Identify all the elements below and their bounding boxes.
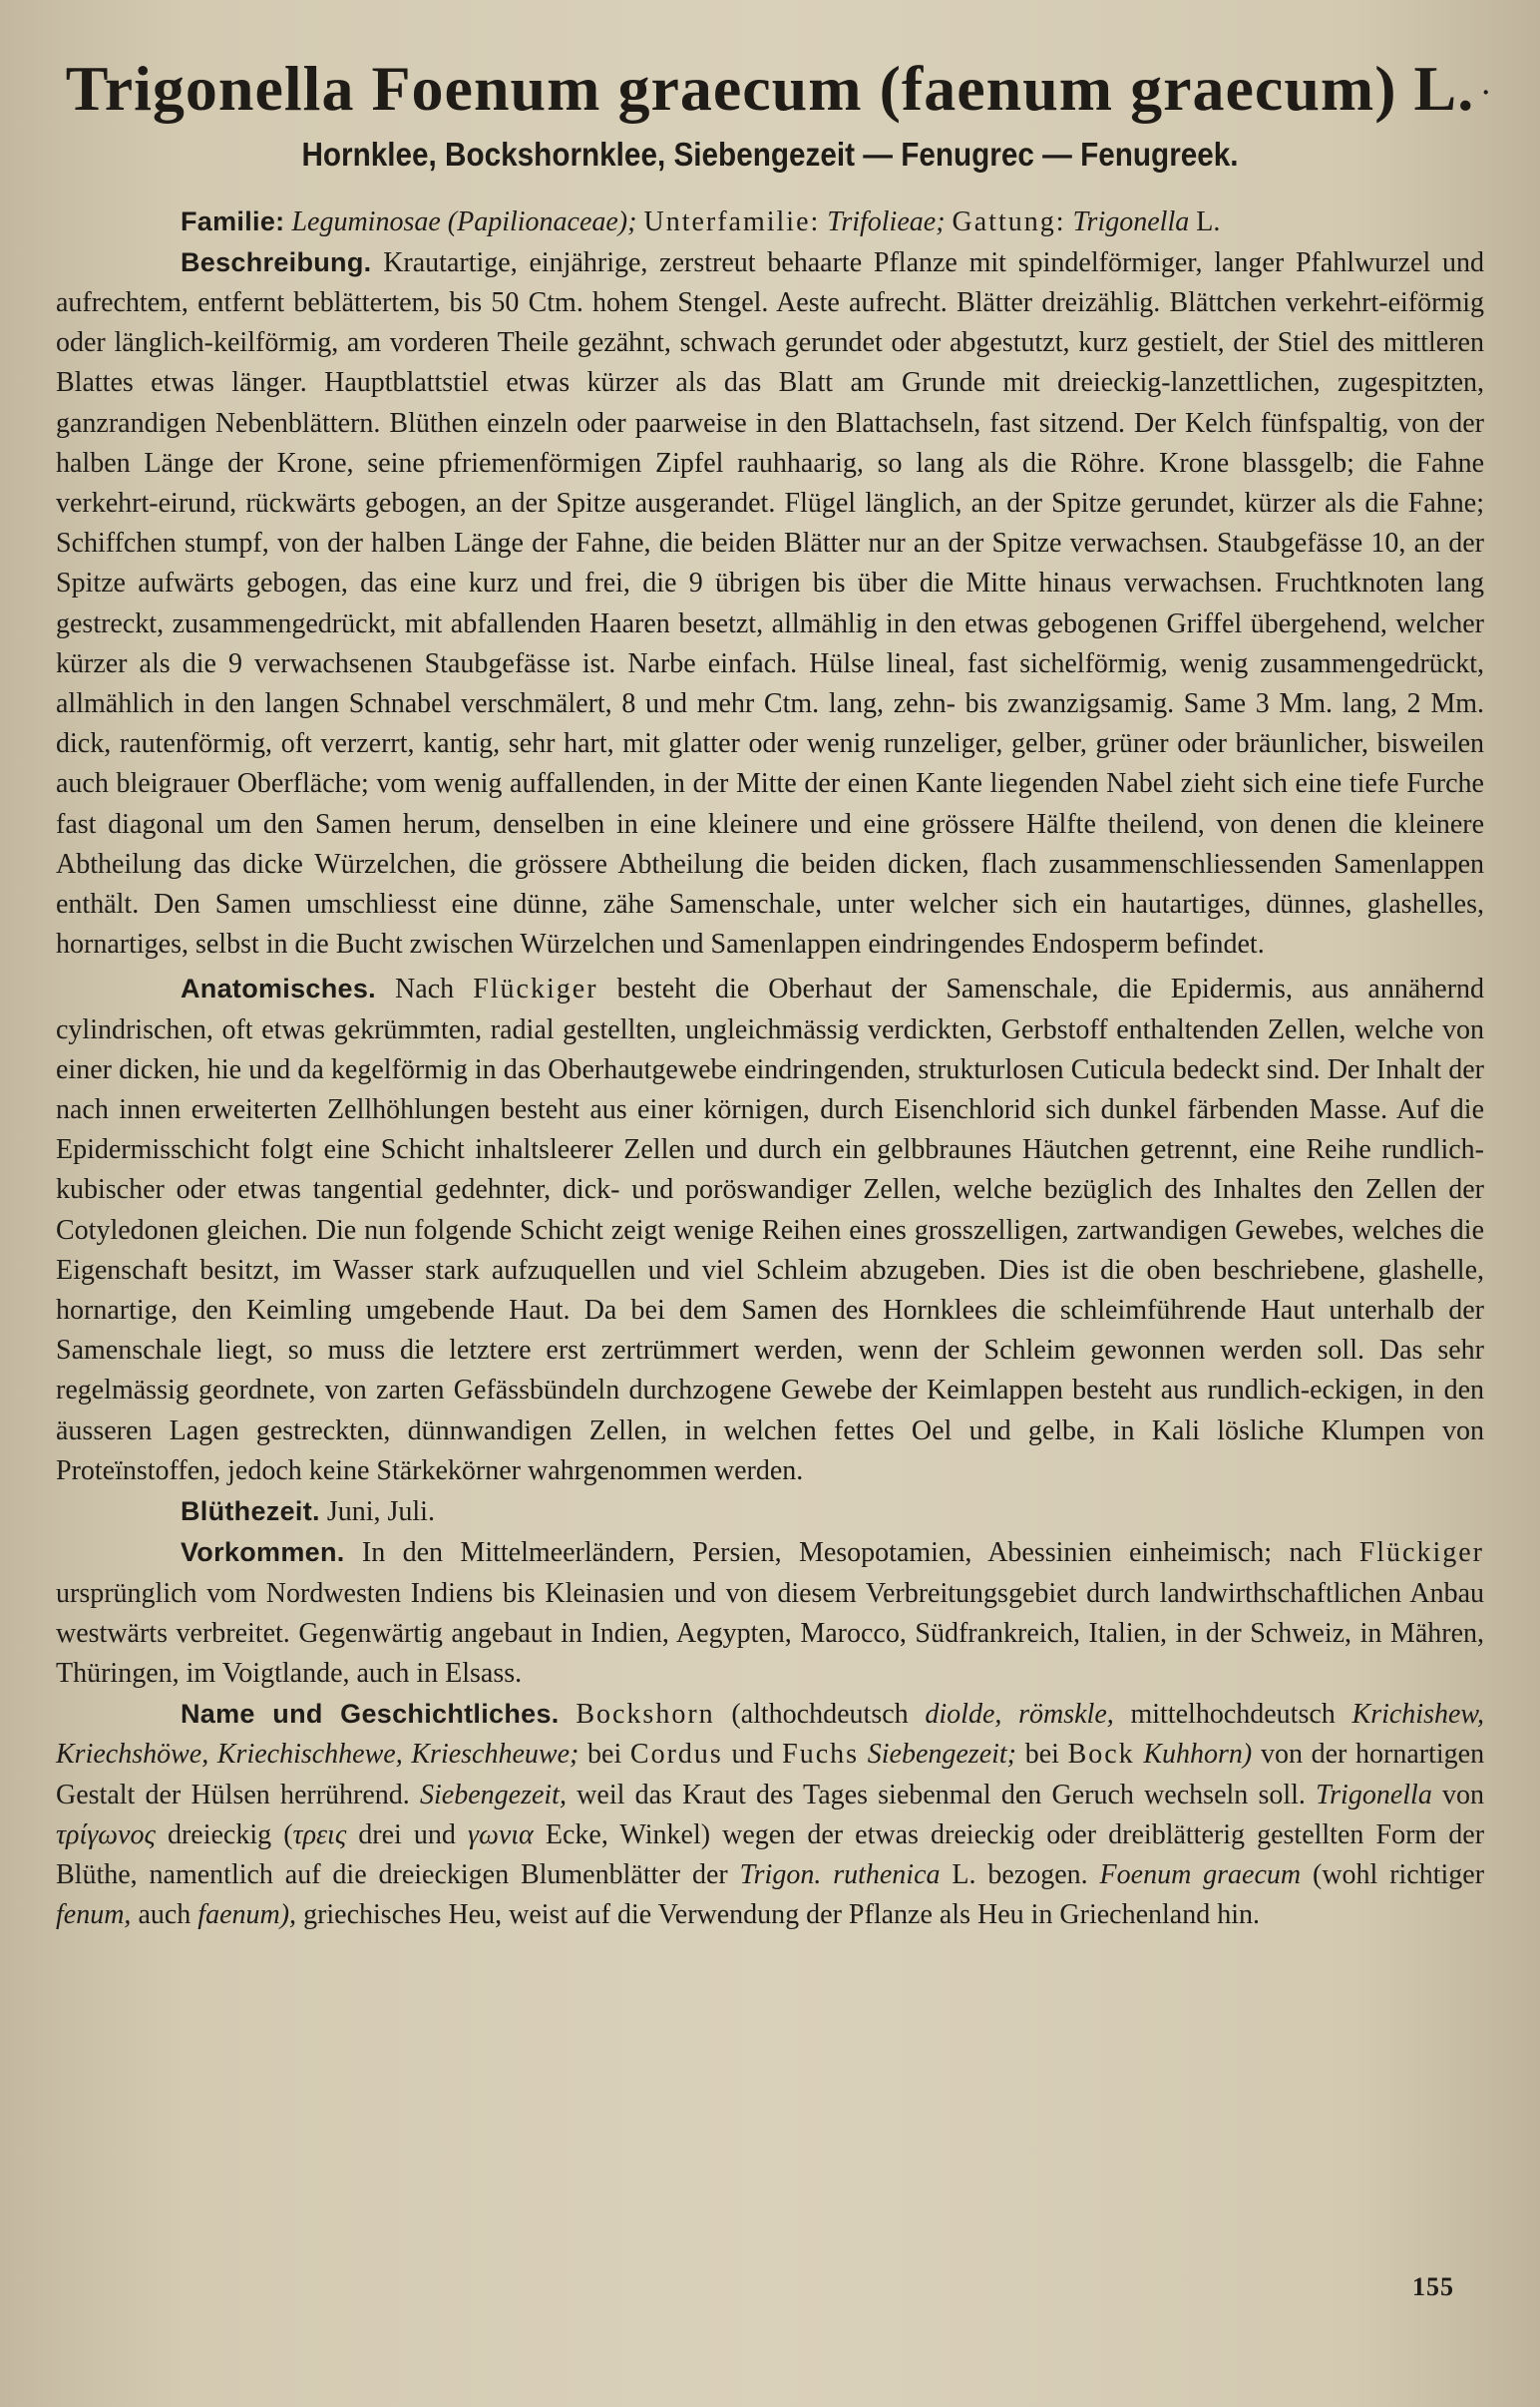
name-label: Name und Geschichtliches. xyxy=(181,1699,560,1730)
author-flueckiger-2: Flückiger xyxy=(1358,1537,1484,1569)
familie-paragraph xyxy=(56,201,1484,242)
vorkommen-paragraph xyxy=(56,1532,1484,1694)
greek-word: γωνια xyxy=(468,1818,534,1850)
genus-label: Gattung: xyxy=(952,205,1066,237)
beschreibung-paragraph xyxy=(56,242,1484,966)
bluethezeit-text: Juni, Juli. xyxy=(326,1496,435,1528)
name-italic: Krichishew, Kriechshöwe, Kriechischhewe, Krieschheuwe; xyxy=(56,1699,1485,1771)
page-title: Trigonella Foenum graecum (faenum graecum) L. xyxy=(65,53,1475,124)
genus-name: Trigonella xyxy=(1072,205,1190,237)
name-part: Ecke, Winkel) wegen der etwas dreieckig oder dreiblätterig gestellten Form der Blüthe, namentlich auf die dreieckigen Blumenblätter der xyxy=(56,1818,1485,1890)
bluethezeit-label: Blüthezeit. xyxy=(181,1496,320,1527)
author-bock: Bock xyxy=(1067,1739,1135,1771)
subfamily-label: Unterfamilie: xyxy=(643,205,821,237)
anatomisches-text: besteht die Oberhaut der Samenschale, die Epidermis, aus annähernd cylindrischen, oft etwas gekrümmten, radial gestellten, ungleichmässig verdickten, Gerbstoff enthaltenden Zellen, welche von einer dicken, hie und da kegelförmig in das Oberhautgewebe eindringenden, strukturlosen Cuticula bedeckt sind. Der Inhalt der nach innen erweiterten Zellhöhlungen besteht aus einer körnigen, durch Eisenchlorid sich dunkel färbenden Masse. Auf die Epidermisschicht folgt eine Schicht inhaltsleerer Zellen und durch ein gelbbraunes Häutchen getrennt, eine Reihe rundlich-kubischer oder etwas tangential gedehnter, dick- und poröswandiger Zellen, welche bezüglich des Inhaltes den Zellen der Cotyledonen gleichen. Die nun folgende Schicht zeigt wenige Reihen eines grosszelligen, zartwandigen Gewebes, welches die Eigenschaft besitzt, im Wasser stark aufzuquellen und viel Schleim abzugeben. Dies ist die oben beschriebene, glashelle, hornartige, den Keimling umgebende Haut. Da bei dem Samen des Hornklees die schleimführende Haut unterhalb der Samenschale liegt, so muss die letztere erst zertrümmert werden, wenn der Schleim gewonnen werden soll. Das sehr regelmässig geordnete, von zarten Gefässbündeln durchzogene Gewebe der Keimlappen besteht aus rundlich-eckigen, in den äusseren Lagen gestreckten, dünnwandigen Zellen, in welchen fettes Oel und gelbe, in Kali lösliche Klumpen von Proteïnstoffen, jedoch keine Stärkekörner wahrgenommen werden. xyxy=(56,974,1485,1486)
name-italic: Siebengezeit; xyxy=(867,1739,1017,1771)
familie-label: Familie: xyxy=(181,205,285,236)
beschreibung-text: Krautartige, einjährige, zerstreut behaarte Pflanze mit spindelförmiger, langer Pfahlwurzel und aufrechtem, entfernt beblättertem, bis 50 Ctm. hohem Stengel. Aeste aufrecht. Blätter dreizählig. Blättchen verkehrt-eiförmig oder länglich-keilförmig, am vorderen Theile gezähnt, schwach gerundet oder abgestutzt, kurz gestielt, der Stiel des mittleren Blattes etwas länger. Hauptblattstiel etwas kürzer als das Blatt am Grunde mit dreieckig-lanzettlichen, zugespitzten, ganzrandigen Nebenblättern. Blüthen einzeln oder paarweise in den Blattachseln, fast sitzend. Der Kelch fünfspaltig, von der halben Länge der Krone, seine pfriemenförmigen Zipfel rauhhaarig, so lang als die Röhre. Krone blassgelb; die Fahne verkehrt-eirund, rückwärts gebogen, an der Spitze ausgerandet. Flügel länglich, an der Spitze gerundet, kürzer als die Fahne; Schiffchen stumpf, von der halben Länge der Fahne, die beiden Blätter nur an der Spitze verwachsen. Staubgefässe 10, an der Spitze aufwärts gebogen, das eine kurz und frei, die 9 übrigen bis über die Mitte hinaus verwachsen. Fruchtknoten lang gestreckt, zusammengedrückt, mit abfallenden Haaren besetzt, allmählig in den etwas gebogenen Griffel übergehend, welcher kürzer als die 9 verwachsenen Staubgefässe ist. Narbe einfach. Hülse lineal, fast sichelförmig, wenig zusammengedrückt, allmählich in den langen Schnabel verschmälert, 8 und mehr Ctm. lang, zehn- bis zwanzigsamig. Same 3 Mm. lang, 2 Mm. dick, rautenförmig, oft verzerrt, kantig, sehr hart, mit glatter oder wenig runzeliger, gelber, grüner oder bräunlicher, bisweilen auch bleigrauer Oberfläche; vom wenig auffallenden, in der Mitte der einen Kante liegenden Nabel zieht sich eine tiefe Furche fast diagonal um den Samen herum, denselben in eine kleinere und eine grössere Hälfte theilend, von denen die kleinere Abtheilung das dicke Würzelchen, die grössere Abtheilung die beiden dicken, flach zusammenschliessenden Samenlappen enthält. Den Samen umschliesst eine dünne, zähe Samenschale, unter welcher sich ein hautartiges, dünnes, glashelles, hornartiges, selbst in die Bucht zwischen Würzelchen und Samenlappen eindringendes Endosperm befindet. xyxy=(56,246,1484,961)
name-italic: Trigonella xyxy=(1316,1779,1432,1810)
name-italic: fenum, xyxy=(56,1899,132,1931)
name-italic: Kuhhorn) xyxy=(1143,1739,1253,1771)
family-name: Leguminosae (Papilionaceae); xyxy=(291,205,637,237)
name-part: Bockshorn xyxy=(576,1699,715,1731)
author-cordus: Cordus xyxy=(629,1739,723,1771)
page-number: 155 xyxy=(1412,2272,1454,2301)
greek-word: τρεις xyxy=(292,1818,347,1850)
subfamily-name: Trifolieae; xyxy=(827,205,946,237)
anatomisches-paragraph xyxy=(56,969,1484,1491)
name-italic: Foenum graecum xyxy=(1099,1858,1302,1890)
name-part: griechisches Heu, weist auf die Verwendung der Pflanze als Heu in Griechenland hin. xyxy=(303,1899,1261,1931)
name-paragraph xyxy=(56,1694,1484,1935)
common-names: Hornklee, Bockshornklee, Siebengezeit — Fenugrec — Fenugreek. xyxy=(301,135,1239,173)
genus-author: L. xyxy=(1196,205,1221,237)
name-part: drei und xyxy=(358,1818,456,1850)
name-italic: Siebengezeit, xyxy=(420,1779,567,1810)
name-part: (althochdeutsch xyxy=(731,1699,909,1731)
anatomisches-pre: Nach xyxy=(395,974,455,1005)
author-flueckiger: Flückiger xyxy=(473,974,598,1005)
name-italic: diolde, römskle, xyxy=(925,1699,1114,1731)
vorkommen-label: Vorkommen. xyxy=(181,1537,345,1568)
name-part: bei xyxy=(1024,1739,1059,1771)
name-part: auch xyxy=(138,1899,192,1931)
name-italic: faenum), xyxy=(197,1899,297,1931)
name-part: dreieckig ( xyxy=(167,1818,293,1850)
name-part: L. bezogen. xyxy=(952,1858,1088,1890)
name-part: von xyxy=(1442,1779,1485,1810)
name-part: (wohl richtiger xyxy=(1313,1858,1485,1890)
vorkommen-pre: In den Mittelmeerländern, Persien, Mesopotamien, Abessinien einheimisch; nach xyxy=(361,1537,1343,1569)
name-part: mittelhochdeutsch xyxy=(1130,1699,1336,1731)
name-part: weil das Kraut des Tages siebenmal den Geruch wechseln soll. xyxy=(577,1779,1306,1810)
beschreibung-label: Beschreibung. xyxy=(181,246,372,277)
corner-mark: · xyxy=(1481,78,1490,107)
name-italic: Trigon. ruthenica xyxy=(739,1858,941,1890)
greek-word: τρίγωνος xyxy=(56,1818,156,1850)
name-part: bei xyxy=(587,1739,622,1771)
anatomisches-label: Anatomisches. xyxy=(181,974,376,1004)
author-fuchs: Fuchs xyxy=(782,1739,860,1771)
bluethezeit-paragraph xyxy=(56,1491,1484,1532)
name-part: von der hornartigen Gestalt der Hülsen herrührend. xyxy=(56,1739,1485,1810)
vorkommen-text: ursprünglich vom Nordwesten Indiens bis Kleinasien und von diesem Verbreitungsgebiet durch landwirthschaftlichen Anbau westwärts verbreitet. Gegenwärtig angebaut in Indien, Aegypten, Marocco, Südfrankreich, Italien, in der Schweiz, in Mähren, Thüringen, im Voigtlande, auch in Elsass. xyxy=(56,1577,1484,1689)
name-part: und xyxy=(731,1739,774,1771)
